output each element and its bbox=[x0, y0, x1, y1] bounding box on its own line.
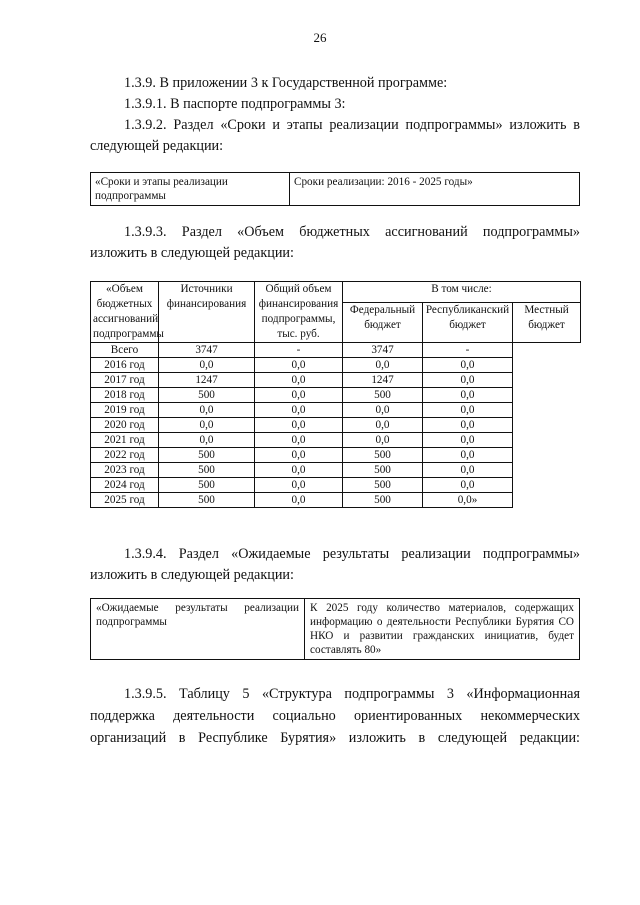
page-number: 26 bbox=[313, 30, 327, 45]
cell-republican: 0,0 bbox=[343, 418, 423, 433]
cell-republican: 1247 bbox=[343, 373, 423, 388]
cell-period: 2017 год bbox=[91, 373, 159, 388]
header-source: Источники финансирования bbox=[159, 282, 255, 343]
cell-local: 0,0 bbox=[423, 448, 513, 463]
cell-period: 2025 год bbox=[91, 493, 159, 508]
table-row bbox=[91, 433, 581, 448]
cell-total: 0,0 bbox=[159, 358, 255, 373]
cell-period: 2024 год bbox=[91, 478, 159, 493]
header-including: В том числе: bbox=[343, 282, 581, 303]
cell-republican: 0,0 bbox=[343, 358, 423, 373]
paragraph-1-3-9: 1.3.9. В приложении 3 к Государственной программе: bbox=[124, 75, 448, 91]
cell-federal: - bbox=[255, 343, 343, 358]
schedule-value-cell: Сроки реализации: 2016 - 2025 годы» bbox=[290, 173, 580, 206]
header-local: Местный бюджет bbox=[513, 302, 581, 342]
table-row bbox=[91, 599, 580, 660]
header-republican: Республиканский бюджет bbox=[423, 302, 513, 342]
cell-federal: 0,0 bbox=[255, 403, 343, 418]
cell-total: 500 bbox=[159, 448, 255, 463]
budget-header-row-1 bbox=[91, 282, 581, 303]
cell-period: 2018 год bbox=[91, 388, 159, 403]
schedule-table bbox=[90, 172, 580, 206]
cell-total: 3747 bbox=[159, 343, 255, 358]
cell-republican: 500 bbox=[343, 448, 423, 463]
cell-federal: 0,0 bbox=[255, 388, 343, 403]
table-row bbox=[91, 478, 581, 493]
paragraph-1-3-9-3: 1.3.9.3. Раздел «Объем бюджетных ассигнований подпрограммы» изложить в следующей редакции: bbox=[90, 224, 580, 261]
cell-period: 2021 год bbox=[91, 433, 159, 448]
cell-period: 2016 год bbox=[91, 358, 159, 373]
cell-period: 2019 год bbox=[91, 403, 159, 418]
paragraph-1-3-9-2: 1.3.9.2. Раздел «Сроки и этапы реализации подпрограммы» изложить в следующей редакции: bbox=[90, 117, 580, 154]
results-label-cell: «Ожидаемые результаты реализации подпрограммы bbox=[91, 599, 305, 660]
results-table bbox=[90, 598, 580, 660]
cell-federal: 0,0 bbox=[255, 463, 343, 478]
table-row bbox=[91, 373, 581, 388]
cell-total: 500 bbox=[159, 493, 255, 508]
cell-total: 0,0 bbox=[159, 403, 255, 418]
cell-federal: 0,0 bbox=[255, 478, 343, 493]
header-federal: Федеральный бюджет bbox=[343, 302, 423, 342]
table-row bbox=[91, 448, 581, 463]
cell-republican: 500 bbox=[343, 478, 423, 493]
cell-period: 2020 год bbox=[91, 418, 159, 433]
paragraph-1-3-9-1: 1.3.9.1. В паспорте подпрограммы 3: bbox=[124, 96, 346, 112]
cell-period: Всего bbox=[91, 343, 159, 358]
cell-federal: 0,0 bbox=[255, 493, 343, 508]
table-row bbox=[91, 463, 581, 478]
paragraph-1-3-9-4: 1.3.9.4. Раздел «Ожидаемые результаты реализации подпрограммы» изложить в следующей редакции: bbox=[90, 546, 580, 583]
cell-local: 0,0 bbox=[423, 373, 513, 388]
budget-table bbox=[90, 281, 581, 508]
cell-federal: 0,0 bbox=[255, 358, 343, 373]
table-row bbox=[91, 418, 581, 433]
schedule-label-cell: «Сроки и этапы реализации подпрограммы bbox=[91, 173, 290, 206]
cell-total: 1247 bbox=[159, 373, 255, 388]
cell-total: 0,0 bbox=[159, 433, 255, 448]
cell-local: 0,0 bbox=[423, 463, 513, 478]
cell-local: 0,0 bbox=[423, 478, 513, 493]
budget-label-cell: «Объем бюджетных ассигнований подпрограммы bbox=[91, 282, 159, 343]
table-row bbox=[91, 173, 580, 206]
cell-local: 0,0 bbox=[423, 358, 513, 373]
cell-federal: 0,0 bbox=[255, 418, 343, 433]
cell-period: 2023 год bbox=[91, 463, 159, 478]
cell-total: 500 bbox=[159, 478, 255, 493]
cell-federal: 0,0 bbox=[255, 433, 343, 448]
cell-total: 500 bbox=[159, 463, 255, 478]
cell-total: 500 bbox=[159, 388, 255, 403]
cell-period: 2022 год bbox=[91, 448, 159, 463]
table-row bbox=[91, 388, 581, 403]
table-row bbox=[91, 343, 581, 358]
cell-republican: 500 bbox=[343, 463, 423, 478]
paragraph-1-3-9-5: 1.3.9.5. Таблицу 5 «Структура подпрограммы 3 «Информационная поддержка деятельности социально ориентированных некоммерческих организаций в Республике Бурятия» изложить в следующей редакции: bbox=[90, 686, 580, 746]
table-row bbox=[91, 493, 581, 508]
cell-federal: 0,0 bbox=[255, 448, 343, 463]
cell-local: 0,0 bbox=[423, 403, 513, 418]
cell-local: 0,0 bbox=[423, 388, 513, 403]
table-row bbox=[91, 403, 581, 418]
cell-local: 0,0 bbox=[423, 433, 513, 448]
cell-federal: 0,0 bbox=[255, 373, 343, 388]
results-value-cell: К 2025 году количество материалов, содержащих информацию о деятельности Республики Бурятия СО НКО и развитии гражданских инициатив, будет составлять 80» bbox=[305, 599, 580, 660]
cell-total: 0,0 bbox=[159, 418, 255, 433]
cell-local: 0,0 bbox=[423, 418, 513, 433]
cell-local: - bbox=[423, 343, 513, 358]
cell-republican: 500 bbox=[343, 493, 423, 508]
cell-republican: 0,0 bbox=[343, 433, 423, 448]
cell-republican: 500 bbox=[343, 388, 423, 403]
table-row bbox=[91, 358, 581, 373]
header-total: Общий объем финансирования подпрограммы, тыс. руб. bbox=[255, 282, 343, 343]
cell-republican: 3747 bbox=[343, 343, 423, 358]
cell-republican: 0,0 bbox=[343, 403, 423, 418]
cell-local: 0,0» bbox=[423, 493, 513, 508]
